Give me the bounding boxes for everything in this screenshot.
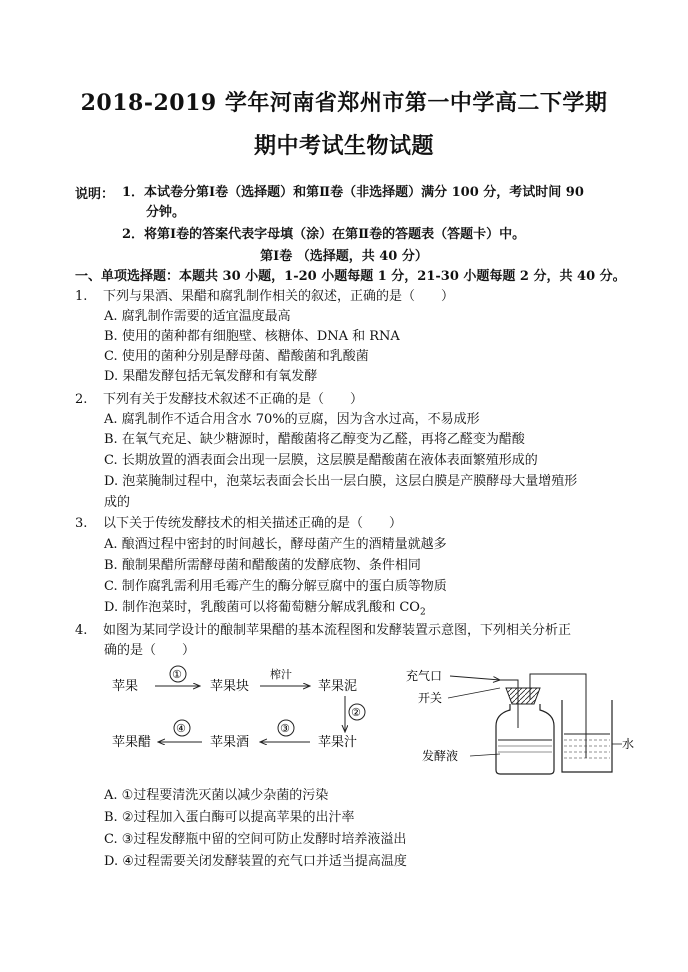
question-2-stem [75,390,363,410]
label-water: 水 [622,737,635,751]
q2-option-d-cont: 成的 [104,495,131,510]
question-stem: 下列有关于发酵技术叙述不正确的是（ ） [103,392,364,407]
question-number: 2. [75,392,88,407]
pointer-arrow [450,676,500,680]
flow-node-apple-juice: 苹果汁 [318,735,358,750]
q4-option-d: D. ④过程需要关闭发酵装置的充气口并适当提高温度 [104,854,407,869]
paper-title-line2: 期中考试生物试题 [253,133,434,159]
q2-option-c: C. 长期放置的酒表面会出现一层膜，这层膜是醋酸菌在液体表面繁殖形成的 [104,453,538,468]
flow-step-juicing: 榨汁 [270,668,292,681]
exhaust-tube [530,674,586,758]
q1-option-d: D. 果醋发酵包括无氧发酵和有氧发酵 [104,369,318,384]
pointer-line [448,688,500,698]
question-stem: 下列与果酒、果醋和腐乳制作相关的叙述，正确的是（ ） [103,289,455,304]
q2-option-a: A. 腐乳制作不适合用含水 70%的豆腐，因为含水过高，不易成形 [104,412,480,427]
q2-option-b: B. 在氧气充足、缺少糖源时，醋酸菌将乙醇变为乙醛，再将乙醛变为醋酸 [104,432,525,447]
section-title: 第Ⅰ卷 （选择题，共 40 分） [260,249,428,264]
q2-option-d: D. 泡菜腌制过程中，泡菜坛表面会长出一层白膜，这层白膜是产膜酵母大量增殖形 [104,474,578,489]
question-number: 1. [75,289,88,304]
q4-option-a: A. ①过程要清洗灭菌以减少杂菌的污染 [104,788,329,803]
water-beaker [562,700,612,772]
question-stem: 如图为某同学设计的酿制苹果醋的基本流程图和发酵装置示意图，下列相关分析正 [103,623,572,638]
q1-option-a: A. 腐乳制作需要的适宜温度最高 [104,309,291,324]
flow-step-2: ② [351,706,361,719]
paper-title-line1: 2018-2019 学年河南省郑州市第一中学高二下学期 [80,90,608,116]
flow-node-apple: 苹果 [112,679,139,694]
label-switch: 开关 [418,691,443,705]
part-title: 一、单项选择题：本题共 30 小题，1-20 小题每题 1 分，21-30 小题每题 2 分，共 40 分。 [75,269,626,284]
flow-step-1: ① [172,668,182,681]
flow-step-4: ④ [176,722,186,735]
label-fermentation-liquid: 发酵液 [422,749,459,763]
q4-option-c: C. ③过程发酵瓶中留的空间可防止发酵时培养液溢出 [104,832,407,847]
q3-option-a: A. 酿酒过程中密封的时间越长，酵母菌产生的酒精量就越多 [104,537,447,552]
question-1-stem [75,287,454,307]
flow-node-apple-vinegar: 苹果醋 [112,735,152,750]
stopper [506,688,540,704]
question-stem: 以下关于传统发酵技术的相关描述正确的是（ ） [103,516,403,531]
flow-node-apple-puree: 苹果泥 [318,679,358,694]
q3-option-d [104,598,426,623]
question-number: 3. [75,516,88,531]
note-item-1: 1．本试卷分第Ⅰ卷（选择题）和第Ⅱ卷（非选择题）满分 100 分，考试时间 90 [122,185,584,200]
label-air-inlet: 充气口 [406,669,443,683]
q4-stem-cont: 确的是（ ） [104,643,196,658]
note-item-1-cont: 分钟。 [146,205,186,220]
q1-option-b: B. 使用的菌种都有细胞壁、核糖体、DNA 和 RNA [104,329,400,344]
apple-vinegar-flowchart [100,660,380,775]
notes-label: 说明： [75,187,115,202]
q4-option-b: B. ②过程加入蛋白酶可以提高苹果的出汁率 [104,810,355,825]
q1-option-c: C. 使用的菌种分别是酵母菌、醋酸菌和乳酸菌 [104,349,369,364]
flow-node-apple-wine: 苹果酒 [210,735,250,750]
question-4-stem [75,621,571,641]
note-item-2: 2．将第Ⅰ卷的答案代表字母填（涂）在第Ⅱ卷的答题表（答题卡）中。 [122,227,526,242]
q3-option-b: B. 酿制果醋所需酵母菌和醋酸菌的发酵底物、条件相同 [104,558,421,573]
q3-option-d-text: D. 制作泡菜时，乳酸菌可以将葡萄糖分解成乳酸和 CO [104,600,420,615]
flow-node-apple-pieces: 苹果块 [210,679,250,694]
subscript: 2 [419,607,426,618]
fermentation-apparatus-diagram [400,660,640,780]
q3-option-c: C. 制作腐乳需利用毛霉产生的酶分解豆腐中的蛋白质等物质 [104,579,447,594]
question-number: 4. [75,623,88,638]
question-3-stem [75,514,402,534]
fermentation-bottle [496,704,554,774]
flow-step-3: ③ [280,722,290,735]
